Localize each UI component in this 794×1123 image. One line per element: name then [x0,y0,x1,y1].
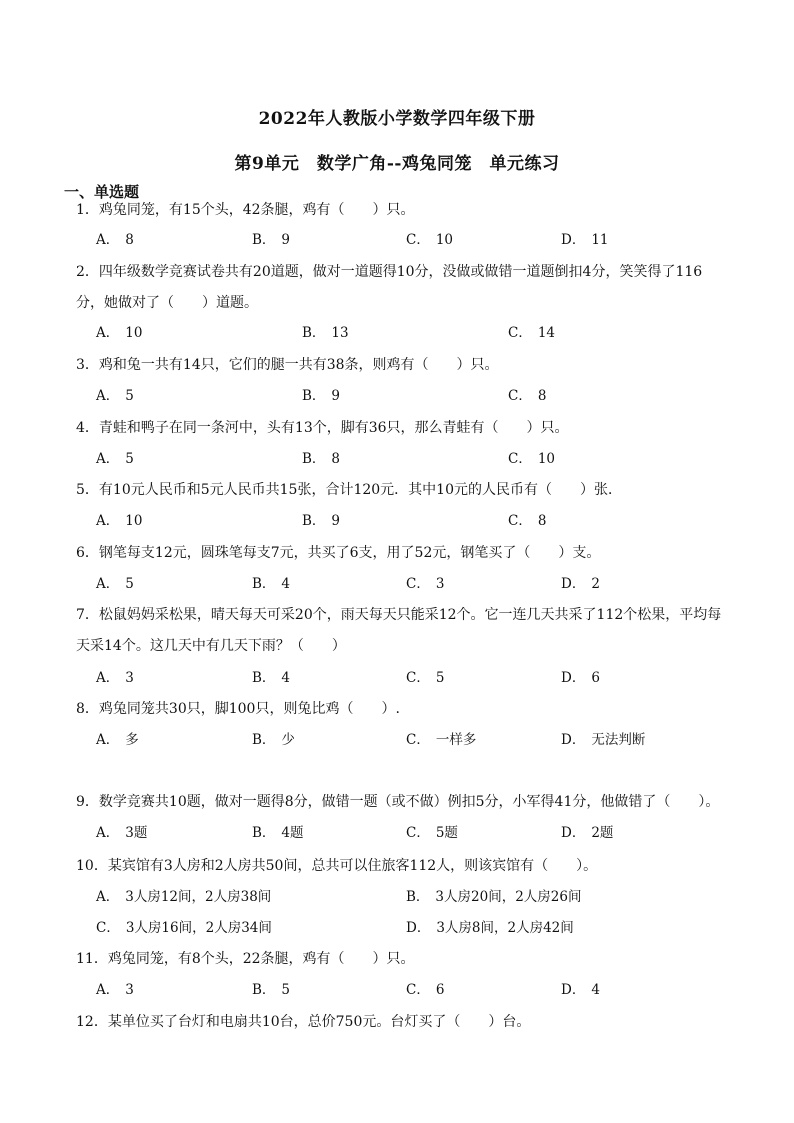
answer-option [302,509,340,529]
question [76,413,726,444]
question-stem: 松鼠妈妈采松果，晴天每天可采20个，雨天每天只能采12个。它一连几天共采了112个松果，平均每天采14个。这几天中有几天下雨？（ ） [76,607,722,654]
option-text: 3人房20间，2人房26间 [435,889,582,905]
question [76,600,726,662]
option-letter: C． [508,451,532,467]
answer-option [96,228,134,248]
option-letter: A． [96,732,120,748]
option-text: 一样多 [435,732,477,748]
option-text: 8 [125,232,134,248]
question [76,851,726,882]
option-letter: C． [406,576,430,592]
option-text: 3题 [125,825,148,841]
answer-option [508,384,546,404]
answer-option [508,447,555,467]
option-letter: D． [561,576,586,592]
question [76,944,726,975]
option-letter: D． [561,732,586,748]
question-stem: 青蛙和鸭子在同一条河中，头有13个，脚有36只，那么青蛙有（ ）只。 [98,420,569,436]
question [76,475,726,506]
answer-option [406,572,444,592]
option-letter: B． [302,451,326,467]
answer-option [508,321,555,341]
option-text: 3人房16间，2人房34间 [125,920,272,936]
option-letter: B． [252,670,276,686]
option-text: 8 [331,451,341,467]
question-number: 3． [76,357,99,373]
answer-option [561,228,609,248]
answer-option [406,978,444,998]
answer-option [561,821,613,841]
option-letter: D． [561,232,586,248]
question [76,787,726,818]
option-text: 10 [125,325,143,341]
option-letter: A． [96,451,120,467]
answer-option [96,509,142,529]
option-letter: C． [406,670,430,686]
option-text: 5题 [435,825,458,841]
question-stem: 鸡兔同笼，有8个头，22条腿，鸡有（ ）只。 [107,951,415,967]
option-letter: B． [252,232,276,248]
answer-options [96,821,726,845]
answer-option [96,885,271,905]
document-title: 2022年人教版小学数学四年级下册 [258,109,536,129]
option-letter: B． [252,825,276,841]
option-text: 8 [537,388,547,404]
answer-option [561,978,600,998]
answer-options [96,384,726,408]
option-letter: A． [96,325,120,341]
option-text: 3人房8间，2人房42间 [436,920,574,936]
answer-option [302,321,349,341]
option-text: 5 [125,388,134,404]
option-text: 5 [125,451,134,467]
option-letter: B． [406,889,430,905]
option-text: 无法判断 [591,732,646,748]
question [76,350,726,381]
answer-option [252,821,304,841]
option-text: 13 [331,325,349,341]
question-stem: 鸡和兔一共有14只，它们的腿一共有38条，则鸡有（ ）只。 [98,357,499,373]
answer-option [302,384,340,404]
answer-options [96,509,726,533]
question-number: 8． [76,701,99,717]
answer-options [96,978,726,1002]
answer-option [96,666,134,686]
question-number: 12． [76,1014,108,1030]
answer-options [96,916,726,940]
option-letter: C． [508,325,532,341]
answer-option [96,728,139,748]
option-text: 10 [537,451,556,467]
option-letter: A． [96,232,120,248]
answer-option [508,509,546,529]
option-text: 4 [281,670,291,686]
question [76,257,726,319]
option-letter: C． [508,388,532,404]
option-letter: C． [406,232,430,248]
option-text: 10 [435,232,454,248]
question-stem: 鸡兔同笼，有15个头，42条腿，鸡有（ ）只。 [98,202,415,218]
option-text: 2题 [591,825,614,841]
question-number: 6． [76,545,99,561]
option-letter: A． [96,825,120,841]
answer-options [96,228,726,252]
question-number: 10． [76,858,108,874]
option-text: 5 [281,982,291,998]
answer-option [252,978,290,998]
option-letter: B． [302,513,326,529]
option-text: 14 [537,325,556,341]
question-stem: 四年级数学竞赛试卷共有20道题，做对一道题得10分，没做或做错一道题倒扣4分，笑笑得了116分，她做对了（ ）道题。 [76,264,703,311]
answer-option [96,978,134,998]
option-text: 3 [125,670,134,686]
option-letter: B． [252,732,276,748]
answer-options [96,447,726,471]
option-text: 多 [125,732,139,748]
option-text: 3人房12间，2人房38间 [125,889,272,905]
question-number: 4． [76,420,99,436]
option-letter: C． [96,920,120,936]
option-text: 6 [435,982,445,998]
option-text: 3 [125,982,134,998]
option-text: 6 [591,670,600,686]
answer-option [406,885,581,905]
answer-option [406,916,574,936]
answer-option [406,821,458,841]
question-number: 1． [76,202,99,218]
option-text: 9 [331,513,341,529]
option-text: 4 [281,576,291,592]
answer-option [96,821,147,841]
section-heading: 一、单选题 [64,183,140,201]
answer-option [96,384,134,404]
option-letter: A． [96,576,120,592]
answer-option [561,728,645,748]
option-letter: A． [96,982,120,998]
question [76,195,726,226]
question-number: 2． [76,264,99,280]
question [76,538,726,569]
answer-option [302,447,340,467]
answer-option [96,447,134,467]
question-stem: 钢笔每支12元，圆珠笔每支7元，共买了6支，用了52元，钢笔买了（ ）支。 [98,545,601,561]
answer-options [96,321,726,345]
question-number: 5． [76,482,99,498]
question [76,1007,726,1038]
question-number: 9． [76,794,99,810]
answer-options [96,885,726,909]
question-stem: 某单位买了台灯和电扇共10台，总价750元。台灯买了（ ）台。 [107,1014,531,1030]
answer-option [561,572,600,592]
answer-options [96,666,726,690]
option-text: 4 [591,982,600,998]
answer-option [96,572,134,592]
answer-option [252,666,290,686]
answer-option [96,916,272,936]
option-letter: A． [96,388,120,404]
option-letter: C． [406,825,430,841]
option-text: 9 [331,388,341,404]
answer-option [252,228,290,248]
question-number: 7． [76,607,99,623]
option-text: 2 [591,576,600,592]
option-letter: C． [406,982,430,998]
option-text: 8 [537,513,547,529]
option-letter: B． [302,325,326,341]
answer-options [96,572,726,596]
option-letter: A． [96,670,120,686]
answer-option [406,728,476,748]
answer-option [252,572,290,592]
question-number: 11． [76,951,108,967]
question [76,694,726,725]
option-letter: B． [252,982,276,998]
option-text: 3 [435,576,445,592]
option-letter: D． [406,920,431,936]
option-text: 9 [281,232,291,248]
answer-option [406,228,453,248]
answer-option [561,666,600,686]
answer-option [96,321,142,341]
option-text: 5 [435,670,445,686]
option-letter: A． [96,513,120,529]
option-text: 少 [281,732,295,748]
answer-option [406,666,444,686]
question-stem: 数学竞赛共10题，做对一题得8分，做错一题（或不做）例扣5分，小军得41分，他做错了（ ）。 [98,794,720,810]
option-letter: B． [252,576,276,592]
answer-options [96,728,726,752]
question-stem: 有10元人民币和5元人民币共15张，合计120元．其中10元的人民币有（ ）张． [98,482,622,498]
option-letter: B． [302,388,326,404]
option-letter: D． [561,670,586,686]
option-letter: C． [406,732,430,748]
option-letter: D． [561,982,586,998]
option-letter: D． [561,825,586,841]
option-text: 10 [125,513,143,529]
option-letter: C． [508,513,532,529]
answer-option [252,728,295,748]
option-text: 4题 [281,825,304,841]
option-text: 5 [125,576,134,592]
question-stem: 鸡兔同笼共30只，脚100只，则兔比鸡（ ）. [98,701,400,717]
option-text: 11 [591,232,609,248]
document-subtitle: 第9单元 数学广角--鸡兔同笼 单元练习 [234,154,560,174]
option-letter: A． [96,889,120,905]
question-stem: 某宾馆有3人房和2人房共50间，总共可以住旅客112人，则该宾馆有（ ）。 [107,858,598,874]
